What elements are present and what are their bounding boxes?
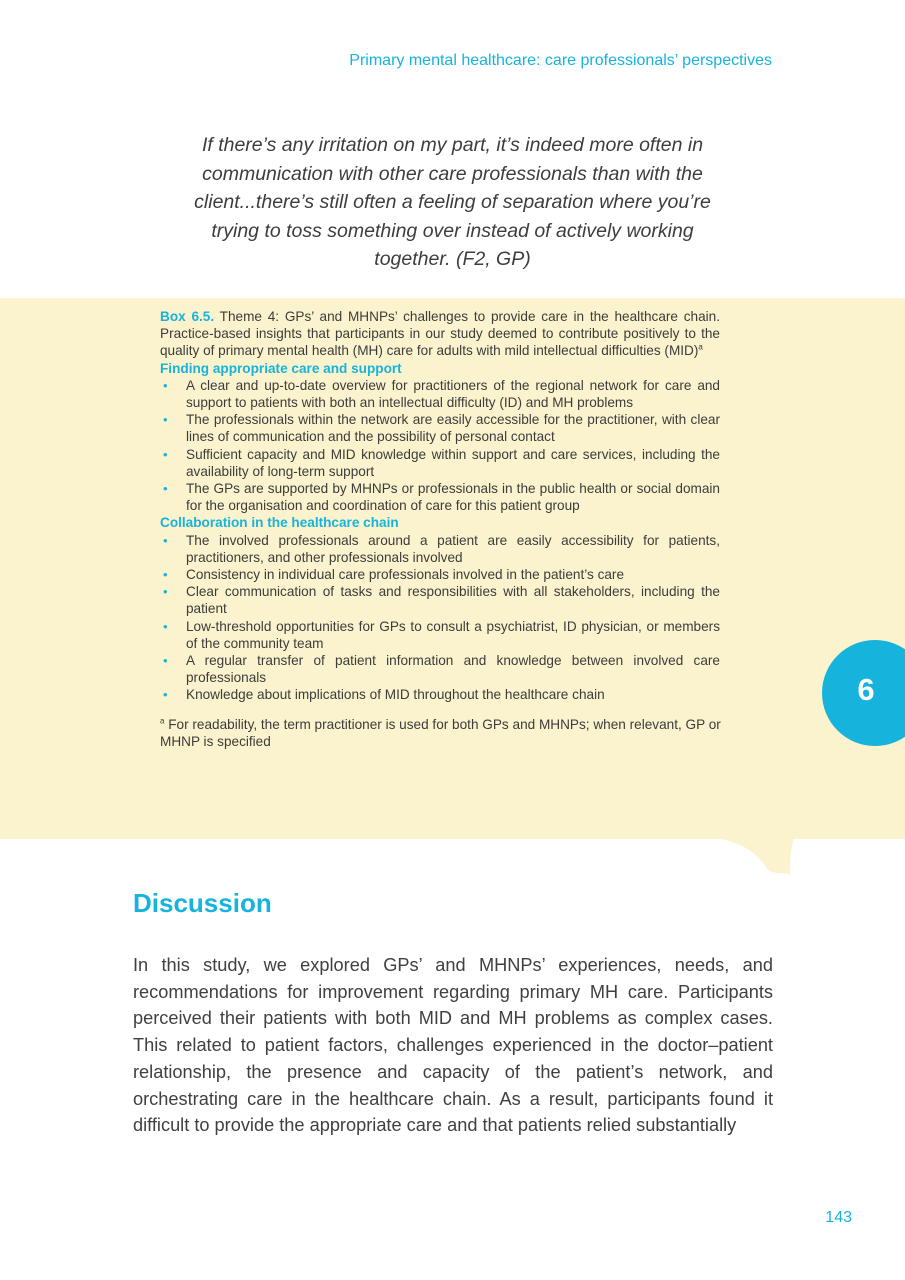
box-6-5 — [160, 308, 720, 750]
running-header: Primary mental healthcare: care professionals’ perspectives — [349, 52, 772, 69]
list-item-text: Consistency in individual care professionals involved in the patient’s care — [186, 567, 625, 583]
footnote-text: For readability, the term practitioner is used for both GPs and MHNPs; when relevant, GP or MHNP is specified — [160, 716, 721, 749]
bullet-icon: • — [163, 446, 168, 462]
box-label: Box 6.5. — [160, 309, 215, 324]
finding-care-list — [160, 377, 720, 515]
section-title-discussion: Discussion — [133, 888, 272, 918]
box-caption-text: Theme 4: GPs’ and MHNPs’ challenges to provide care in the healthcare chain. Practice-based insights that participants in our study deemed to contribute positively to the quality of primary mental health (MH) care for adults with mild intellectual difficulties (MID) — [160, 309, 721, 359]
caption-footnote-mark: a — [698, 342, 703, 352]
list-item — [160, 583, 720, 617]
list-item — [160, 480, 720, 514]
list-item-text: The professionals within the network are easily accessible for the practitioner, with clear lines of communication and the possibility of personal contact — [186, 412, 720, 445]
box-caption — [160, 308, 720, 360]
bullet-icon: • — [163, 377, 168, 393]
bullet-icon: • — [163, 412, 168, 428]
list-item — [160, 686, 720, 703]
list-item — [160, 411, 720, 445]
collaboration-list — [160, 532, 720, 704]
list-item-text: The involved professionals around a patient are easily accessibility for patients, practitioners, and other professionals involved — [186, 532, 720, 565]
list-item — [160, 652, 720, 686]
page-number: 143 — [825, 1209, 852, 1226]
list-item — [160, 618, 720, 652]
list-item — [160, 446, 720, 480]
bullet-icon: • — [163, 481, 168, 497]
bullet-icon: • — [163, 532, 168, 548]
list-item-text: Sufficient capacity and MID knowledge within support and care services, including the availability of long-term support — [186, 446, 720, 479]
bullet-icon: • — [163, 584, 168, 600]
bullet-icon: • — [163, 687, 168, 703]
list-item — [160, 532, 720, 566]
bullet-icon: • — [163, 653, 168, 669]
list-item-text: The GPs are supported by MHNPs or professionals in the public health or social domain for the organisation and coordination of care for this patient group — [186, 481, 720, 514]
list-item-text: Low-threshold opportunities for GPs to consult a psychiatrist, ID physician, or members of the community team — [186, 618, 720, 651]
chapter-number: 6 — [857, 672, 875, 707]
discussion-paragraph: In this study, we explored GPs’ and MHNPs’ experiences, needs, and recommendations for improvement regarding primary MH care. Participants perceived their patients with both MID and MH problems as complex cases. This related to patient factors, challenges experienced in the doctor–patient relationship, the presence and capacity of the patient’s network, and orchestrating care in the healthcare chain. As a result, participants found it difficult to provide the appropriate care and that patients relied substantially — [133, 955, 773, 1136]
list-item-text: A clear and up-to-date overview for practitioners of the regional network for care and support to patients with both an intellectual difficulty (ID) and MH problems — [186, 377, 720, 411]
box-wave-decoration — [0, 800, 905, 890]
section-heading-finding-care: Finding appropriate care and support — [160, 360, 402, 376]
list-item — [160, 377, 720, 411]
bullet-icon: • — [163, 567, 168, 583]
bullet-icon: • — [163, 618, 168, 634]
list-item-text: Knowledge about implications of MID throughout the healthcare chain — [186, 687, 605, 703]
box-footnote — [160, 716, 750, 750]
interview-quote: If there’s any irritation on my part, it’s indeed more often in communication with other care professionals than with the client...there’s still often a feeling of separation where you’re trying to toss something over instead of actively working together. (F2, GP) — [194, 134, 711, 270]
list-item-text: Clear communication of tasks and responsibilities with all stakeholders, including the patient — [186, 584, 720, 617]
list-item-text: A regular transfer of patient information and knowledge between involved care professionals — [186, 653, 720, 686]
section-heading-collaboration: Collaboration in the healthcare chain — [160, 515, 399, 531]
box-wave-shape — [0, 800, 905, 875]
footnote-mark: a — [160, 716, 165, 726]
list-item — [160, 566, 720, 583]
